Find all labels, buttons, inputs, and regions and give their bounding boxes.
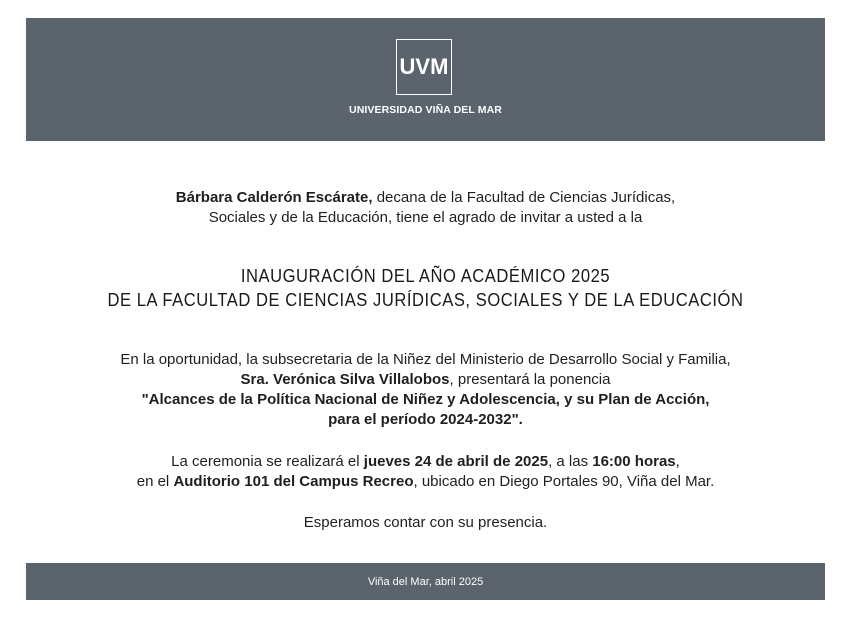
ceremony-text-a: La ceremonia se realizará el [171,453,364,470]
details-line-2 [0,370,851,390]
dean-name: Bárbara Calderón Escárate, [175,189,373,206]
logo-text: UVM [399,54,449,79]
ceremony-line-1 [0,452,851,472]
ceremony-text-b: , a las [548,453,593,470]
ceremony-venue: Auditorio 101 del Campus Recreo [173,473,414,490]
footer-text: Viña del Mar, abril 2025 [367,575,484,588]
university-name: UNIVERSIDAD VIÑA DEL MAR [349,104,502,116]
details-line-1: En la oportunidad, la subsecretaria de la Niñez del Ministerio de Desarrollo Social y Familia, [120,351,731,368]
ceremony-line-2 [0,472,851,492]
speaker-name: Sra. Verónica Silva Villalobos [240,371,450,388]
event-title [34,264,817,312]
event-title-line-2: DE LA FACULTAD DE CIENCIAS JURÍDICAS, SOCIALES Y DE LA EDUCACIÓN [107,290,744,310]
ceremony-text-c: , [675,453,680,470]
talk-title-line-2: para el período 2024-2032". [328,411,523,428]
header-banner [26,18,825,141]
intro-line-1 [0,188,851,208]
closing-line: Esperamos contar con su presencia. [303,514,548,531]
ceremony-text-e: , ubicado en Diego Portales 90, Viña del Mar. [413,473,715,490]
intro-paragraph [0,188,851,228]
footer-banner [26,563,825,600]
event-title-line-1: INAUGURACIÓN DEL AÑO ACADÉMICO 2025 [240,266,611,286]
uvm-logo [396,39,452,95]
intro-line-1-rest: decana de la Facultad de Ciencias Jurídicas, [372,189,676,206]
ceremony-paragraph [0,452,851,492]
ceremony-text-d: en el [136,473,174,490]
intro-line-2: Sociales y de la Educación, tiene el agrado de invitar a usted a la [208,209,643,226]
ceremony-time: 16:00 horas [592,453,676,470]
details-line-2-rest: , presentará la ponencia [449,371,611,388]
details-paragraph [0,350,851,430]
talk-title-line-1: "Alcances de la Política Nacional de Niñez y Adolescencia, y su Plan de Acción, [141,391,710,408]
ceremony-date: jueves 24 de abril de 2025 [363,453,549,470]
